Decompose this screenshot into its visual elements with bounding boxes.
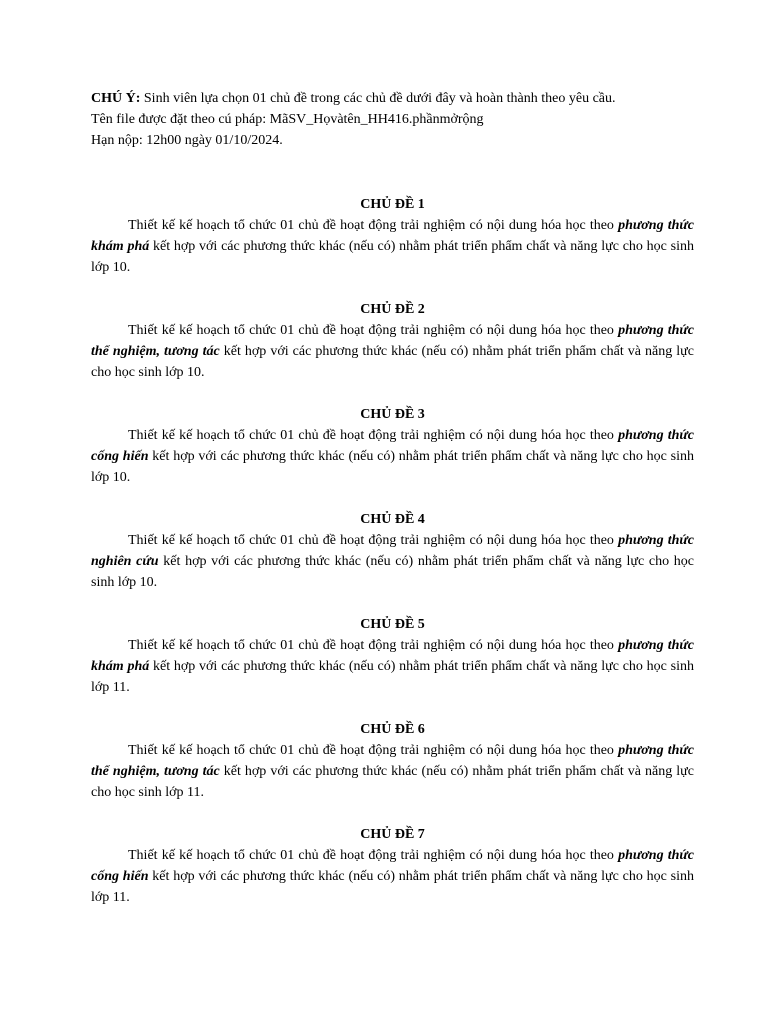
topic-description	[91, 320, 694, 383]
topic-text-after: kết hợp với các phương thức khác (nếu có) nhằm phát triển phẩm chất và năng lực cho học sinh lớp 11.	[91, 659, 694, 695]
topic-2	[91, 299, 694, 383]
topic-3	[91, 404, 694, 488]
topic-text-after: kết hợp với các phương thức khác (nếu có) nhằm phát triển phẩm chất và năng lực cho học sinh lớp 11.	[91, 869, 694, 905]
topic-title: CHỦ ĐỀ 7	[360, 827, 425, 842]
notice-text: Sinh viên lựa chọn 01 chủ đề trong các chủ đề dưới đây và hoàn thành theo yêu cầu.	[140, 91, 616, 106]
topic-title: CHỦ ĐỀ 6	[360, 722, 425, 737]
topic-4	[91, 509, 694, 593]
spacer	[91, 151, 694, 194]
deadline: Hạn nộp: 12h00 ngày 01/10/2024.	[91, 133, 283, 148]
topic-title: CHỦ ĐỀ 5	[360, 617, 425, 632]
topic-text-before: Thiết kế kế hoạch tổ chức 01 chủ đề hoạt động trải nghiệm có nội dung hóa học theo	[128, 743, 619, 758]
topic-text-after: kết hợp với các phương thức khác (nếu có) nhằm phát triển phẩm chất và năng lực cho học sinh lớp 10.	[91, 554, 694, 590]
topic-method: phương thức cống hiến	[91, 428, 694, 464]
topic-method: phương thức thể nghiệm, tương tác	[91, 323, 694, 359]
topic-description	[91, 425, 694, 488]
topic-text-before: Thiết kế kế hoạch tổ chức 01 chủ đề hoạt động trải nghiệm có nội dung hóa học theo	[128, 323, 619, 338]
topic-title: CHỦ ĐỀ 1	[360, 197, 425, 212]
topic-method: phương thức nghiên cứu	[91, 533, 694, 569]
topic-description	[91, 635, 694, 698]
topic-text-after: kết hợp với các phương thức khác (nếu có) nhằm phát triển phẩm chất và năng lực cho học sinh lớp 10.	[91, 239, 694, 275]
topic-description	[91, 530, 694, 593]
notice-line	[91, 88, 694, 109]
notice-label: CHÚ Ý:	[91, 91, 141, 106]
topic-text-before: Thiết kế kế hoạch tổ chức 01 chủ đề hoạt động trải nghiệm có nội dung hóa học theo	[128, 533, 619, 548]
topic-text-after: kết hợp với các phương thức khác (nếu có) nhằm phát triển phẩm chất và năng lực cho học sinh lớp 10.	[91, 344, 694, 380]
topic-method: phương thức thể nghiệm, tương tác	[91, 743, 694, 779]
topic-description	[91, 215, 694, 278]
topic-description	[91, 845, 694, 908]
topic-7	[91, 824, 694, 908]
topic-description	[91, 740, 694, 803]
topic-method: phương thức khám phá	[91, 638, 694, 674]
topic-text-before: Thiết kế kế hoạch tổ chức 01 chủ đề hoạt động trải nghiệm có nội dung hóa học theo	[128, 428, 619, 443]
topic-text-before: Thiết kế kế hoạch tổ chức 01 chủ đề hoạt động trải nghiệm có nội dung hóa học theo	[128, 848, 619, 863]
document-page	[91, 88, 694, 929]
topic-title: CHỦ ĐỀ 2	[360, 302, 425, 317]
filename-rule: Tên file được đặt theo cú pháp: MãSV_Họvàtên_HH416.phầnmởrộng	[91, 112, 484, 127]
topic-method: phương thức khám phá	[91, 218, 694, 254]
topic-1	[91, 194, 694, 278]
topic-text-before: Thiết kế kế hoạch tổ chức 01 chủ đề hoạt động trải nghiệm có nội dung hóa học theo	[128, 638, 619, 653]
topic-title: CHỦ ĐỀ 4	[360, 512, 425, 527]
topic-6	[91, 719, 694, 803]
topic-method: phương thức cống hiến	[91, 848, 694, 884]
topic-text-before: Thiết kế kế hoạch tổ chức 01 chủ đề hoạt động trải nghiệm có nội dung hóa học theo	[128, 218, 619, 233]
topic-text-after: kết hợp với các phương thức khác (nếu có) nhằm phát triển phẩm chất và năng lực cho học sinh lớp 11.	[91, 764, 694, 800]
topic-title: CHỦ ĐỀ 3	[360, 407, 425, 422]
topic-text-after: kết hợp với các phương thức khác (nếu có) nhằm phát triển phẩm chất và năng lực cho học sinh lớp 10.	[91, 449, 694, 485]
topic-5	[91, 614, 694, 698]
